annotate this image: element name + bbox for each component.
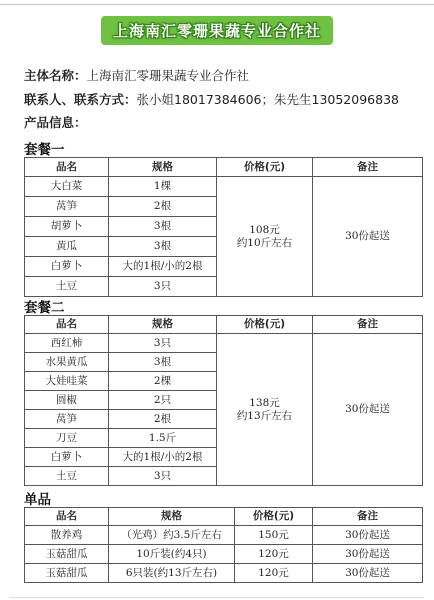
item-spec: 3根	[109, 237, 217, 257]
contact-label: 联系人、联系方式：	[24, 92, 137, 107]
top-divider	[0, 4, 434, 5]
table-row	[25, 526, 423, 545]
price-amount: 138元	[249, 396, 280, 409]
item-spec: 1.5斤	[109, 429, 217, 448]
product-label: 产品信息：	[24, 115, 87, 130]
col-spec-header: 规格	[109, 508, 235, 526]
item-spec: 3只	[109, 467, 217, 486]
bottom-divider	[10, 597, 424, 598]
item-name: 黄瓜	[25, 237, 109, 257]
item-name: 西红柿	[25, 334, 109, 353]
item-name: 白萝卜	[25, 448, 109, 467]
table-header-row	[25, 316, 423, 334]
item-spec: 3只	[109, 334, 217, 353]
col-name-header: 品名	[25, 508, 109, 526]
item-spec: 10斤装(约4只)	[109, 545, 235, 564]
col-price-header: 价格(元)	[217, 158, 313, 177]
col-name-header: 品名	[25, 316, 109, 334]
package2-price	[217, 334, 313, 486]
item-price: 150元	[235, 526, 313, 545]
col-spec-header: 规格	[109, 316, 217, 334]
table-row	[25, 334, 423, 353]
item-name: 土豆	[25, 277, 109, 297]
package1-price	[217, 177, 313, 297]
info-name-line	[24, 66, 249, 84]
col-price-header: 价格(元)	[217, 316, 313, 334]
package1-title: 套餐一	[24, 142, 65, 158]
table-row	[25, 564, 423, 583]
item-price: 120元	[235, 564, 313, 583]
item-spec: 大的1根/小的2根	[109, 448, 217, 467]
price-weight: 约10斤左右	[236, 236, 293, 249]
item-spec: 2根	[109, 410, 217, 429]
single-table	[24, 507, 423, 583]
item-name: 大娃哇菜	[25, 372, 109, 391]
col-name-header: 品名	[25, 158, 109, 177]
item-name: 胡萝卜	[25, 217, 109, 237]
price-weight: 约13斤左右	[236, 409, 293, 422]
item-name: 散养鸡	[25, 526, 109, 545]
item-name: 土豆	[25, 467, 109, 486]
item-spec: 大的1根/小的2根	[109, 257, 217, 277]
col-spec-header: 规格	[109, 158, 217, 177]
header-banner	[0, 10, 434, 50]
item-name: 白萝卜	[25, 257, 109, 277]
package1-table	[24, 157, 423, 297]
col-note-header: 备注	[313, 316, 423, 334]
item-name: 刀豆	[25, 429, 109, 448]
item-spec: 1棵	[109, 177, 217, 197]
info-contact-line	[24, 90, 399, 108]
item-name: 圆椒	[25, 391, 109, 410]
item-name: 莴笋	[25, 410, 109, 429]
info-product-line	[24, 113, 87, 131]
item-name: 大白菜	[25, 177, 109, 197]
table-row	[25, 177, 423, 197]
name-label: 主体名称：	[24, 68, 87, 83]
contact-value: 张小姐18017384606；朱先生13052096838	[136, 92, 399, 107]
item-note: 30份起送	[313, 526, 423, 545]
item-spec: 6只装(约13斤左右)	[109, 564, 235, 583]
package2-table	[24, 315, 423, 486]
item-note: 30份起送	[313, 564, 423, 583]
item-spec: 2根	[109, 197, 217, 217]
col-note-header: 备注	[313, 158, 423, 177]
single-title: 单品	[24, 492, 51, 508]
item-name: 玉菇甜瓜	[25, 545, 109, 564]
item-note: 30份起送	[313, 545, 423, 564]
package2-note: 30份起送	[313, 334, 423, 486]
col-note-header: 备注	[313, 508, 423, 526]
col-price-header: 价格(元)	[235, 508, 313, 526]
item-spec: 3只	[109, 277, 217, 297]
package1-note: 30份起送	[313, 177, 423, 297]
package2-title: 套餐二	[24, 300, 65, 316]
table-header-row	[25, 158, 423, 177]
item-name: 水果黄瓜	[25, 353, 109, 372]
table-header-row	[25, 508, 423, 526]
item-spec: 2棵	[109, 372, 217, 391]
item-spec: 2只	[109, 391, 217, 410]
table-row	[25, 545, 423, 564]
item-spec: 3根	[109, 217, 217, 237]
page-title: 上海南汇零珊果蔬专业合作社	[101, 16, 333, 45]
price-amount: 108元	[249, 223, 280, 236]
item-price: 120元	[235, 545, 313, 564]
item-name: 玉菇甜瓜	[25, 564, 109, 583]
item-name: 莴笋	[25, 197, 109, 217]
item-spec: 3根	[109, 353, 217, 372]
name-value: 上海南汇零珊果蔬专业合作社	[86, 68, 250, 83]
item-spec: （光鸡）约3.5斤左右	[109, 526, 235, 545]
